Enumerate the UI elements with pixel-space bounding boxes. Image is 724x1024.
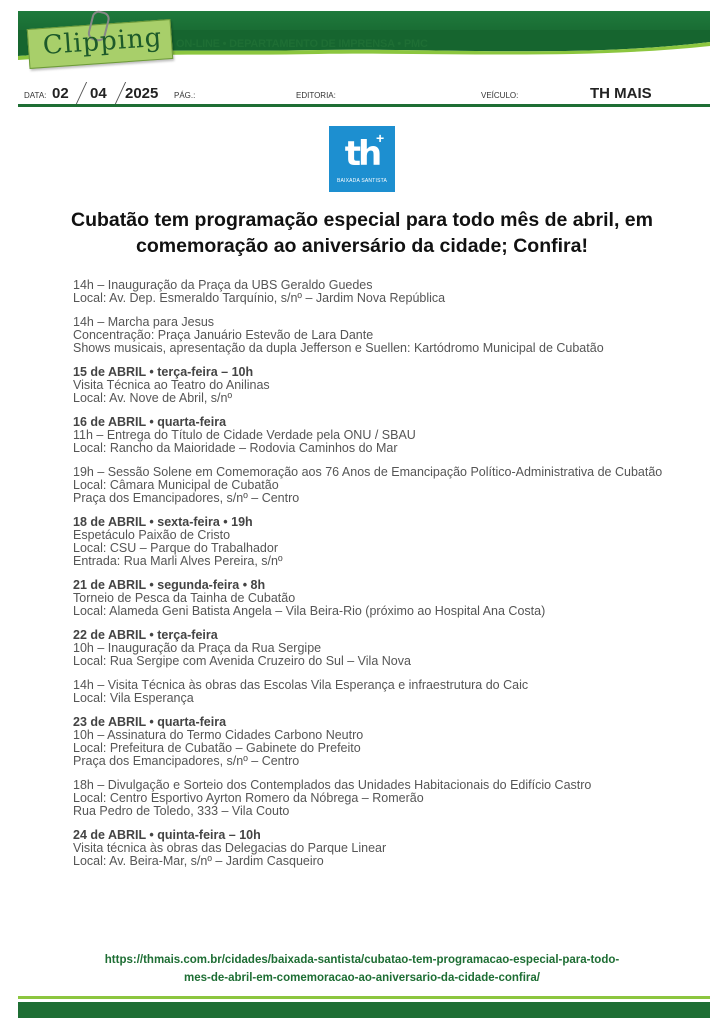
- clipping-logo: [27, 19, 173, 69]
- schedule-heading: 18 de ABRIL • sexta-feira • 19h: [73, 515, 253, 529]
- schedule-line: Local: Rancho da Maioridade – Rodovia Caminhos do Mar: [73, 441, 398, 455]
- meta-row: [18, 82, 710, 104]
- schedule-line: Praça dos Emancipadores, s/nº – Centro: [73, 754, 300, 768]
- logo-subtitle: BAIXADA SANTISTA: [336, 178, 388, 184]
- schedule-line: Visita técnica às obras das Delegacias do Parque Linear: [73, 841, 387, 855]
- schedule-line: Local: Av. Nove de Abril, s/nº: [73, 391, 233, 405]
- article-body: [73, 279, 673, 879]
- schedule-line: Torneio de Pesca da Tainha de Cubatão: [73, 591, 296, 605]
- date-year: 2025: [125, 85, 159, 102]
- th-mais-logo: [329, 126, 395, 192]
- schedule-line: Praça dos Emancipadores, s/nº – Centro: [73, 491, 300, 505]
- schedule-line: 11h – Entrega do Título de Cidade Verdade pela ONU / SBAU: [73, 428, 416, 442]
- schedule-line: Concentração: Praça Januário Estevão de Lara Dante: [73, 328, 374, 342]
- schedule-line: Local: Vila Esperança: [73, 691, 194, 705]
- schedule-heading: 15 de ABRIL • terça-feira – 10h: [73, 365, 254, 379]
- schedule-block: [73, 279, 673, 305]
- schedule-block: [73, 829, 673, 868]
- schedule-line: 10h – Assinatura do Termo Cidades Carbono Neutro: [73, 728, 364, 742]
- schedule-block: [73, 466, 673, 505]
- date-slash: [76, 82, 87, 104]
- schedule-block: [73, 716, 673, 768]
- schedule-block: [73, 579, 673, 618]
- schedule-heading: 19h – Sessão Solene em Comemoração aos 76 Anos de Emancipação Político-Administrativa de Cubatão: [73, 465, 663, 479]
- date-day: 02: [52, 85, 69, 102]
- schedule-heading: 22 de ABRIL • terça-feira: [73, 628, 218, 642]
- schedule-heading: 18h – Divulgação e Sorteio dos Contemplados das Unidades Habitacionais do Edifício Castro: [73, 778, 592, 792]
- footer-band: [18, 1002, 710, 1018]
- schedule-line: Local: Av. Beira-Mar, s/nº – Jardim Casqueiro: [73, 854, 324, 868]
- clipping-title: Clipping: [41, 22, 164, 61]
- veiculo-value: TH MAIS: [590, 85, 652, 102]
- schedule-heading: 24 de ABRIL • quinta-feira – 10h: [73, 828, 261, 842]
- schedule-line: Visita Técnica ao Teatro do Anilinas: [73, 378, 270, 392]
- schedule-heading: 14h – Marcha para Jesus: [73, 315, 215, 329]
- schedule-block: [73, 416, 673, 455]
- schedule-block: [73, 629, 673, 668]
- schedule-line: 10h – Inauguração da Praça da Rua Sergipe: [73, 641, 322, 655]
- schedule-heading: 16 de ABRIL • quarta-feira: [73, 415, 227, 429]
- schedule-line: Rua Pedro de Toledo, 333 – Vila Couto: [73, 804, 290, 818]
- schedule-heading: 14h – Visita Técnica às obras das Escolas Vila Esperança e infraestrutura do Caic: [73, 678, 529, 692]
- date-month: 04: [90, 85, 107, 102]
- schedule-line: Shows musicais, apresentação da dupla Jefferson e Suellen: Kartódromo Municipal de Cubatão: [73, 341, 604, 355]
- article-headline: Cubatão tem programação especial para todo mês de abril, em comemoração ao aniversário da cidade; Confira!: [71, 209, 653, 257]
- footer-line: [18, 996, 710, 999]
- schedule-line: Local: Câmara Municipal de Cubatão: [73, 478, 279, 492]
- source-url-line-1[interactable]: https://thmais.com.br/cidades/baixada-santista/cubatao-tem-programacao-especial-para-todo-: [104, 954, 620, 966]
- schedule-block: [73, 316, 673, 355]
- schedule-block: [73, 679, 673, 705]
- schedule-line: Local: Alameda Geni Batista Angela – Vila Beira-Rio (próximo ao Hospital Ana Costa): [73, 604, 546, 618]
- data-label: DATA:: [24, 91, 47, 100]
- schedule-heading: 23 de ABRIL • quarta-feira: [73, 715, 227, 729]
- schedule-line: Local: CSU – Parque do Trabalhador: [73, 541, 278, 555]
- source-url-line-2[interactable]: mes-de-abril-em-comemoracao-ao-aniversario-da-cidade-confira/: [184, 972, 540, 984]
- schedule-block: [73, 779, 673, 818]
- pag-label: PÁG.:: [174, 91, 196, 100]
- schedule-heading: 21 de ABRIL • segunda-feira • 8h: [73, 578, 266, 592]
- schedule-block: [73, 366, 673, 405]
- schedule-line: Local: Rua Sergipe com Avenida Cruzeiro do Sul – Vila Nova: [73, 654, 411, 668]
- schedule-line: Local: Centro Esportivo Ayrton Romero da Nóbrega – Romerão: [73, 791, 424, 805]
- editoria-label: EDITORIA:: [296, 91, 336, 100]
- schedule-block: [73, 516, 673, 568]
- schedule-heading: 14h – Inauguração da Praça da UBS Geraldo Guedes: [73, 278, 373, 292]
- schedule-line: Espetáculo Paixão de Cristo: [73, 528, 231, 542]
- header-tagline: ON-LINE • DEPARTAMENTO DE IMPRENSA • PMC: [176, 38, 428, 50]
- meta-divider: [18, 104, 710, 107]
- schedule-line: Local: Prefeitura de Cubatão – Gabinete do Prefeito: [73, 741, 361, 755]
- logo-plus: +: [376, 130, 385, 146]
- schedule-line: Entrada: Rua Marli Alves Pereira, s/nº: [73, 554, 283, 568]
- logo-mark: th: [344, 134, 380, 174]
- veiculo-label: VEÍCULO:: [481, 91, 519, 100]
- source-url[interactable]: [30, 951, 694, 987]
- schedule-line: Local: Av. Dep. Esmeraldo Tarquínio, s/nº – Jardim Nova República: [73, 291, 446, 305]
